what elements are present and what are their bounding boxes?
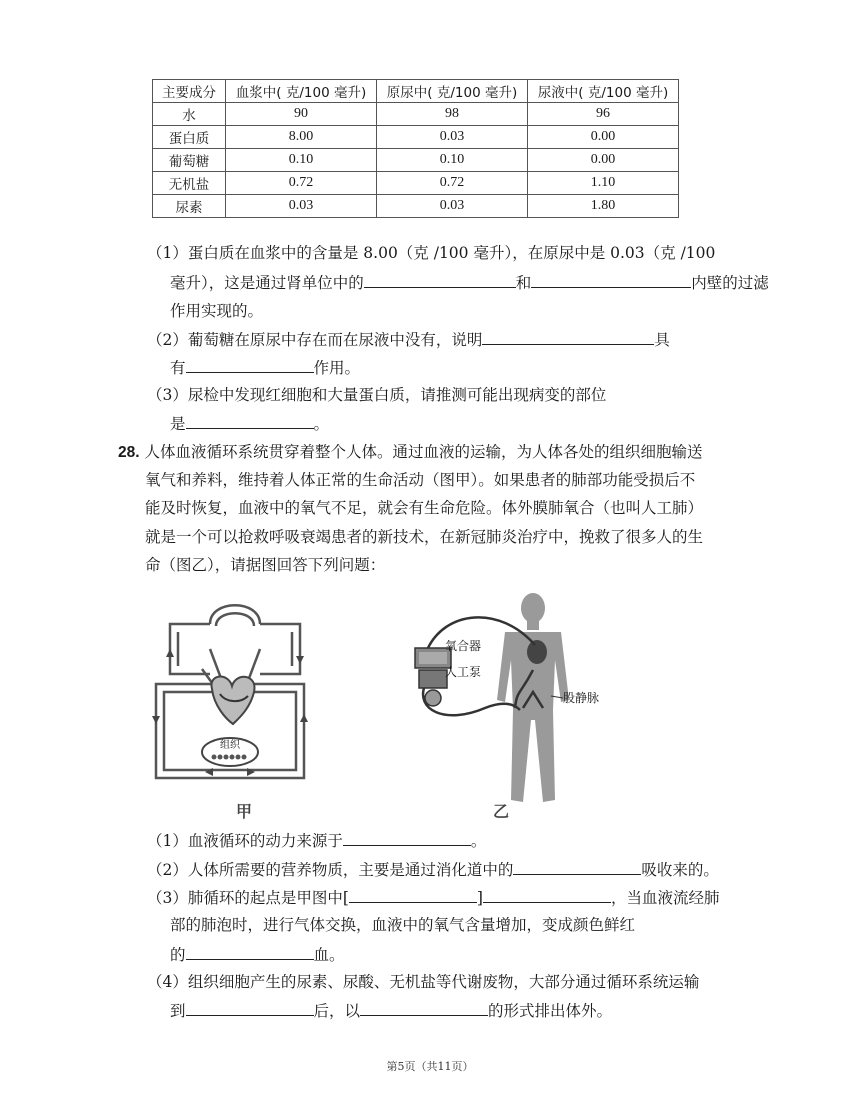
table-cell: 蛋白质 xyxy=(153,126,226,149)
circulation-diagram xyxy=(150,594,310,794)
table-cell: 尿素 xyxy=(153,195,226,218)
table-row xyxy=(153,103,679,126)
q28-paragraph-line3: 能及时恢复，血液中的氧气不足，就会有生命危险。体外膜肺氧合（也叫人工肺） xyxy=(145,499,704,517)
table-row xyxy=(153,126,679,149)
q28-sub1-text-b: 。 xyxy=(470,832,487,850)
q28-paragraph-line2: 氧气和养料，维持着人体正常的生命活动（图甲）。如果患者的肺部功能受损后不 xyxy=(145,471,696,489)
figure-b-caption: 乙 xyxy=(493,802,510,821)
table-cell: 0.03 xyxy=(377,195,528,218)
q28-sub3-text-e: 血。 xyxy=(313,946,345,964)
page-footer: 第5页（共11页） xyxy=(386,1060,474,1073)
table-cell: 0.00 xyxy=(528,126,679,149)
q27-sub2-text-a: （2）葡萄糖在原尿中存在而在尿液中没有，说明 xyxy=(147,331,483,349)
answer-blank[interactable] xyxy=(186,412,314,429)
q27-sub1-line2 xyxy=(170,271,769,294)
table-row xyxy=(153,172,679,195)
q27-sub1-text-a: 毫升），这是通过肾单位中的 xyxy=(170,274,364,292)
table-header: 原尿中( 克/100 毫升) xyxy=(377,80,528,103)
table-cell: 水 xyxy=(153,103,226,126)
q28-sub3-text-c: ，当血液流经肺 xyxy=(610,889,720,907)
q28-sub2-text-a: （2）人体所需要的营养物质，主要是通过消化道中的 xyxy=(147,861,514,879)
answer-blank[interactable] xyxy=(349,886,477,903)
q28-paragraph-line5: 命（图乙），请据图回答下列问题： xyxy=(145,556,386,574)
composition-table xyxy=(152,79,679,218)
table-cell: 无机盐 xyxy=(153,172,226,195)
q27-sub3-text-a: 是 xyxy=(170,415,186,433)
table-cell: 0.72 xyxy=(226,172,377,195)
q27-sub2-text-c: 有 xyxy=(170,359,186,377)
table-header: 尿液中( 克/100 毫升) xyxy=(528,80,679,103)
q28-sub4-line2 xyxy=(170,999,612,1022)
tissue-label: 组织 xyxy=(220,740,240,751)
table-cell: 96 xyxy=(528,103,679,126)
q28-sub3-line1 xyxy=(147,886,720,909)
q28-paragraph-line4: 就是一个可以抢救呼吸衰竭患者的新技术，在新冠肺炎治疗中，挽救了很多人的生 xyxy=(145,528,704,546)
femoral-vein-label: 股静脉 xyxy=(563,691,600,705)
answer-blank[interactable] xyxy=(483,886,611,903)
question-number: 28. xyxy=(118,444,140,461)
q28-sub4-text-a: 到 xyxy=(170,1002,186,1020)
q27-sub3-line1: （3）尿检中发现红细胞和大量蛋白质，请推测可能出现病变的部位 xyxy=(147,386,607,404)
table-cell: 0.72 xyxy=(377,172,528,195)
q27-sub1-line1: （1）蛋白质在血浆中的含量是 8.00（克 /100 毫升），在原尿中是 0.03（克 /100 xyxy=(147,244,716,262)
q28-sub3-text-a: （3）肺循环的起点是甲图中[ xyxy=(147,889,349,907)
q27-sub3-text-b: 。 xyxy=(313,415,330,433)
answer-blank[interactable] xyxy=(531,271,691,288)
q28-sub4-text-c: 的形式排出体外。 xyxy=(488,1002,613,1020)
q27-sub2-text-b: 具 xyxy=(654,331,670,349)
table-cell: 0.03 xyxy=(226,195,377,218)
answer-blank[interactable] xyxy=(360,999,488,1016)
q28-sub3-line2: 部的肺泡时，进行气体交换，血液中的氧气含量增加，变成颜色鲜红 xyxy=(170,916,636,934)
q28-sub2-text-b: 吸收来的。 xyxy=(641,861,719,879)
q27-sub1-text-c: 内壁的过滤 xyxy=(691,274,769,292)
q27-sub2-line2 xyxy=(170,356,360,379)
table-cell: 90 xyxy=(226,103,377,126)
pump-label: 人工泵 xyxy=(445,665,482,679)
table-cell: 0.00 xyxy=(528,149,679,172)
table-row xyxy=(153,149,679,172)
table-cell: 1.10 xyxy=(528,172,679,195)
q28-sub2 xyxy=(147,858,719,881)
answer-blank[interactable] xyxy=(364,271,516,288)
table-header-row xyxy=(153,80,679,103)
q28-sub4-line1: （4）组织细胞产生的尿素、尿酸、无机盐等代谢废物，大部分通过循环系统运输 xyxy=(147,973,700,991)
q28-sub1-text-a: （1）血液循环的动力来源于 xyxy=(147,832,343,850)
q28-sub3-text-b: ] xyxy=(476,889,483,907)
q27-sub2-text-d: 作用。 xyxy=(313,359,361,377)
q28-sub3-text-d: 的 xyxy=(170,946,186,964)
table-cell: 1.80 xyxy=(528,195,679,218)
table-cell: 8.00 xyxy=(226,126,377,149)
answer-blank[interactable] xyxy=(186,943,314,960)
answer-blank[interactable] xyxy=(513,858,641,875)
table-header: 主要成分 xyxy=(153,80,226,103)
table-cell: 0.03 xyxy=(377,126,528,149)
table-cell: 98 xyxy=(377,103,528,126)
q28-text: 人体血液循环系统贯穿着整个人体。通过血液的运输，为人体各处的组织细胞输送 xyxy=(144,443,703,461)
q27-sub3-line2 xyxy=(170,412,329,435)
ecmo-diagram xyxy=(405,590,605,815)
q27-sub2-line1 xyxy=(147,328,670,351)
figure-a-caption: 甲 xyxy=(236,802,253,821)
q27-sub1-line3: 作用实现的。 xyxy=(170,302,264,320)
table-cell: 葡萄糖 xyxy=(153,149,226,172)
q28-sub3-line3 xyxy=(170,943,345,966)
table-cell: 0.10 xyxy=(377,149,528,172)
q27-sub1-text-b: 和 xyxy=(515,274,532,292)
table-cell: 0.10 xyxy=(226,149,377,172)
oxygenator-label: 氧合器 xyxy=(445,639,482,653)
q28-sub1 xyxy=(147,829,486,852)
answer-blank[interactable] xyxy=(186,356,314,373)
answer-blank[interactable] xyxy=(343,829,471,846)
table-header: 血浆中( 克/100 毫升) xyxy=(226,80,377,103)
q28-sub4-text-b: 后，以 xyxy=(313,1002,361,1020)
table-row xyxy=(153,195,679,218)
answer-blank[interactable] xyxy=(482,328,654,345)
answer-blank[interactable] xyxy=(186,999,314,1016)
q28-paragraph-line1 xyxy=(118,441,703,464)
